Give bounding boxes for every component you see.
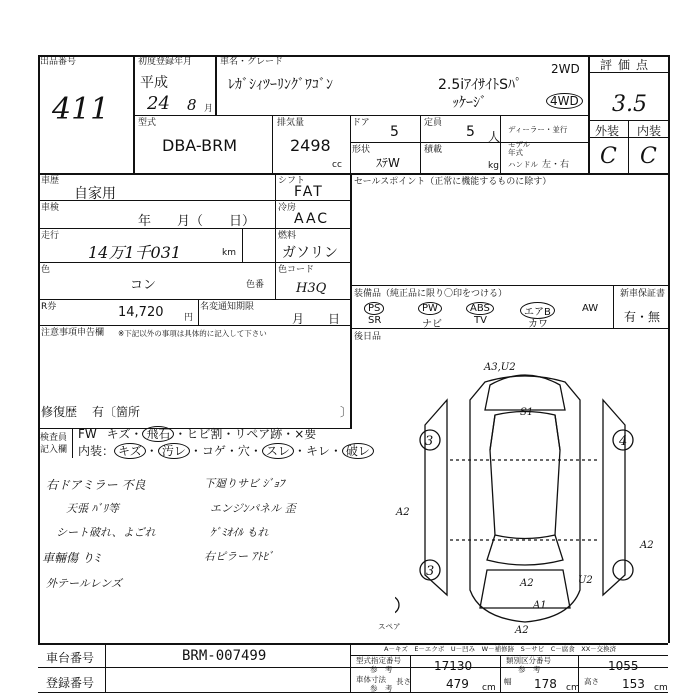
equipment-navi: ナビ — [422, 319, 442, 330]
width-unit: cm — [566, 683, 580, 693]
mileage-label: 走行 — [41, 231, 60, 241]
equipment-tv: TV — [474, 315, 487, 326]
mileage-value: 14万1千031 — [88, 243, 182, 262]
caution-label: 注意事項申告欄 — [41, 328, 105, 338]
body-shape: ｽﾃW — [376, 156, 400, 170]
mark-left-side: A2 — [396, 507, 410, 518]
model-year-label-2: 年式 — [508, 148, 523, 157]
circle-mark-front-left: 3 — [425, 434, 434, 449]
kg-unit: kg — [488, 161, 499, 171]
width-label: 幅 — [504, 677, 512, 686]
drive-4wd: 4WD — [546, 93, 583, 109]
spare-label: スペア — [378, 622, 401, 631]
class-value: 1055 — [608, 659, 639, 673]
exterior-label: 外装 — [595, 124, 620, 138]
repair-trace-label: リペア跡 — [234, 427, 283, 441]
equipment-label: 装備品（純正品に限り〇印をつける） — [354, 289, 508, 299]
displacement: 2498 — [290, 136, 331, 155]
grade-line-2: ｯｹｰｼﾞ — [452, 95, 487, 111]
note-right-4: 右ピラー ｱﾄﾋﾞ — [204, 550, 274, 563]
length-value: 479 — [446, 677, 469, 691]
inspector-label-1: 検査員 — [40, 433, 68, 443]
replace-label: ×要 — [294, 427, 317, 441]
note-left-4: 車輛傷 りﾐ — [42, 551, 100, 565]
registration-label: 登録番号 — [46, 676, 95, 690]
class-label: 類別区分番号 — [506, 656, 551, 665]
note-right-2: エンジﾝパネル 歪 — [210, 502, 296, 515]
note-right-1: 下廻りサビ ｼﾞｮﾌ — [204, 477, 285, 490]
model-year-label-1: モデル — [508, 140, 531, 149]
chassis-number: BRM-007499 — [182, 648, 267, 664]
shaken-label: 車検 — [41, 203, 60, 213]
mark-roof: S1 — [520, 407, 534, 418]
int-dirt: 汚レ — [158, 443, 190, 459]
exterior-score: C — [600, 144, 617, 169]
overall-score: 3.5 — [612, 92, 647, 117]
model-designation: 17130 — [434, 659, 473, 673]
inspector-row-2: 内装： キズ ・ 汚レ ・コゲ・穴・ スレ ・キレ・ 破レ — [78, 442, 374, 459]
damage-legend: A－キズ E－エクボ U－凹み W－補修跡 S－サビ C－腐食 XX－交換済 — [384, 645, 617, 653]
grade-line-1: 2.5iｱｲｻｲﾄSﾊﾟ — [438, 77, 523, 93]
height-unit: cm — [654, 683, 668, 693]
height-label: 高さ — [584, 677, 599, 686]
history-label: 車歴 — [41, 176, 60, 186]
dealer-label: ディーラー・並行 — [508, 125, 568, 134]
interior-label: 内装 — [637, 124, 662, 138]
registration-month: 8 — [187, 96, 197, 114]
sales-point-label: セールスポイント（正常に機能するものに除す） — [354, 177, 552, 187]
car-windshield — [490, 415, 560, 450]
displacement-label: 排気量 — [277, 118, 305, 128]
width-value: 178 — [534, 677, 557, 691]
height-value: 153 — [622, 677, 645, 691]
scratch-label: キズ — [106, 427, 131, 441]
capacity: 5 — [466, 124, 475, 140]
handle-label: ハンドル — [508, 160, 538, 169]
ref-label-2: 参 考 — [518, 665, 541, 674]
capacity-label: 定員 — [424, 118, 443, 128]
lot-number: 411 — [52, 92, 110, 127]
car-front-view — [485, 375, 565, 410]
car-roof — [490, 412, 560, 539]
car-name: ﾚｶﾞｼｨﾂｰﾘﾝｸﾞﾜｺﾞﾝ — [228, 77, 333, 93]
mark-right-side: A2 — [640, 540, 654, 551]
int-scratch: キズ — [114, 443, 146, 459]
ref-label-3: 参 考 — [370, 684, 393, 693]
note-right-3: ｹﾞﾐｵｲﾙ もれ — [210, 526, 269, 539]
cc-unit: cc — [332, 160, 342, 170]
chip-label: 飛石 — [142, 426, 174, 442]
ac-label: 冷房 — [278, 203, 297, 213]
rear-items-label: 後日品 — [354, 332, 382, 342]
shift-value: FAT — [294, 184, 324, 200]
month-unit: 月 — [204, 104, 214, 114]
fuel-value: ガソリン — [282, 245, 338, 261]
model-code: DBA-BRM — [162, 136, 237, 155]
shaken-value: 年 月（ 日） — [138, 214, 256, 229]
equipment-aw: AW — [582, 303, 599, 314]
color-code-value: H3Q — [296, 281, 327, 296]
person-unit: 人 — [488, 130, 501, 144]
color-label: 色 — [41, 265, 51, 275]
length-unit: cm — [482, 683, 496, 693]
shape-label: 形状 — [352, 145, 371, 155]
inspector-row-1: FW キズ・ 飛石 ・ヒビ割・リペア跡・×要 — [78, 427, 317, 441]
interior-score: C — [640, 144, 657, 169]
doors: 5 — [390, 124, 399, 140]
name-grade-label: 車名・グレード — [220, 57, 284, 67]
color-number-label: 色番 — [246, 280, 265, 290]
color-code-label: 色コード — [278, 265, 315, 275]
inspector-label-2: 記入欄 — [40, 445, 68, 455]
int-hole: 穴 — [237, 444, 250, 458]
equipment-abs: ABS — [466, 302, 494, 315]
length-label: 長さ — [396, 677, 411, 686]
repair-label: 修復歴 — [41, 405, 78, 419]
equipment-pw: PW — [418, 302, 442, 315]
spare-tire — [395, 596, 399, 614]
mark-rear-1: A2 — [520, 578, 534, 589]
load-label: 積載 — [424, 145, 443, 155]
km-unit: km — [222, 248, 236, 258]
int-tear: 破レ — [342, 443, 374, 459]
note-left-1: 右ドアミラー 不良 — [46, 478, 146, 492]
notice-value: 月 日 — [292, 312, 341, 326]
era: 平成 — [140, 75, 168, 91]
lot-number-label: 出品番号 — [40, 57, 77, 67]
caution-sub-label: ※下記以外の事項は具体的に記入して下さい — [118, 329, 267, 338]
int-cut: キレ — [305, 444, 330, 458]
size-label: 車体寸法 — [356, 675, 386, 684]
shift-label: シフト — [278, 176, 306, 186]
int-burn: コゲ — [201, 444, 226, 458]
equipment-leather: カワ — [528, 319, 548, 330]
circle-mark-rear-left: 3 — [426, 564, 435, 579]
recycle-value: 14,720 — [118, 305, 164, 320]
model-designation-label: 型式指定番号 — [356, 656, 401, 665]
repair-bracket: 〕 — [340, 405, 353, 419]
crack-label: ヒビ割 — [186, 427, 223, 441]
registration-year: 24 — [147, 93, 170, 114]
note-left-3: シート破れ、よごれ — [56, 526, 156, 539]
door-label: ドア — [352, 118, 370, 128]
first-registration-label: 初度登録年月 — [138, 57, 193, 67]
chassis-label: 車台番号 — [46, 651, 95, 665]
history-value: 自家用 — [74, 186, 116, 202]
circle-mark-front-right: 4 — [619, 434, 628, 449]
drive-2wd: 2WD — [551, 62, 580, 76]
ac-value: AAC — [294, 211, 330, 227]
equipment-airbag: エアB — [520, 302, 555, 319]
color-value: コン — [130, 278, 157, 293]
notice-label: 名変通知期限 — [200, 302, 255, 312]
recycle-label: R券 — [41, 302, 57, 312]
belt-line — [450, 460, 600, 540]
yen-unit: 円 — [184, 313, 194, 323]
note-left-5: 外テールレンズ — [46, 577, 122, 590]
mark-rear-4: A1 — [533, 600, 547, 611]
mark-rear-3: A2 — [515, 625, 529, 636]
fw-label: FW — [78, 427, 97, 441]
mark-rear-2: U2 — [578, 575, 593, 586]
equipment-sr: SR — [368, 315, 382, 326]
ref-label-1: 参 考 — [370, 665, 393, 674]
warranty-value: 有・無 — [624, 310, 661, 324]
score-title: 評価点 — [600, 58, 655, 72]
interior-row-label: 内装 — [78, 444, 103, 458]
model-label: 型式 — [138, 118, 157, 128]
mark-front: A3,U2 — [484, 362, 516, 373]
note-left-2: 天張 ﾊﾞﾘ等 — [66, 502, 119, 515]
handle-value: 左・右 — [542, 160, 570, 170]
warranty-label: 新車保証書 — [620, 289, 666, 299]
car-rear-view — [480, 570, 570, 608]
fuel-label: 燃料 — [278, 231, 297, 241]
equipment-ps: PS — [364, 302, 384, 315]
repair-value: 有〔箇所 — [92, 405, 141, 419]
int-wear: スレ — [262, 443, 294, 459]
